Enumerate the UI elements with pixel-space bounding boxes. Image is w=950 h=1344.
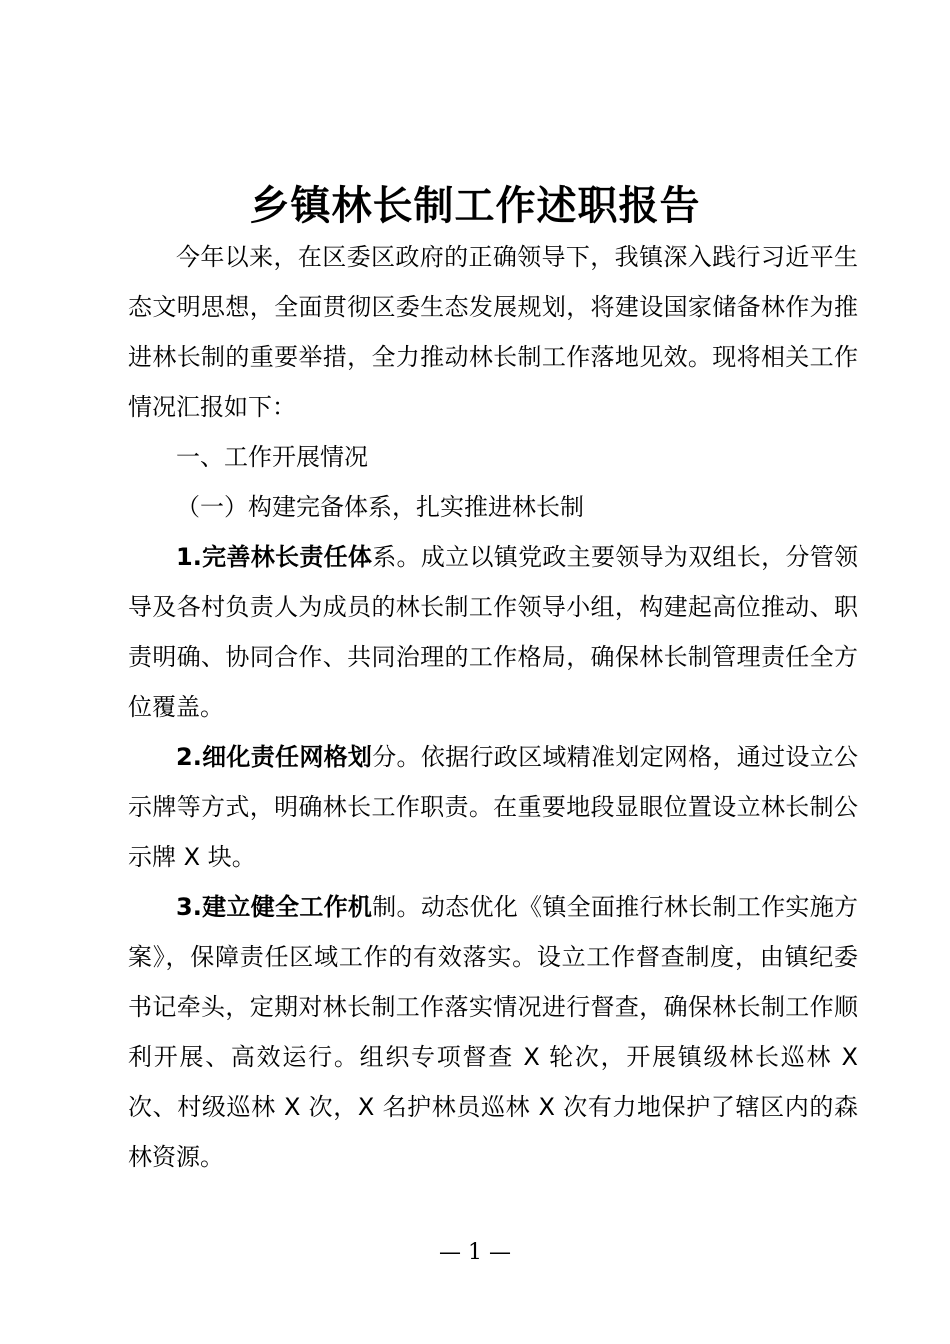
page-number: — 1 — [439, 1240, 511, 1265]
subsection-heading: （一）构建完备体系，扎实推进林长制 [176, 493, 584, 521]
item-lead: 1.完善林长责任体 [176, 543, 373, 571]
document-body [128, 232, 858, 1182]
item-lead: 3.建立健全工作机 [176, 893, 373, 921]
list-item [128, 532, 858, 732]
item-text: 制。动态优化《镇全面推行林长制工作实施方案》，保障责任区域工作的有效落实。设立工作督查制度，由镇纪委书记牵头，定期对林长制工作落实情况进行督查，确保林长制工作顺利开展、高效运行。组织专项督查 X 轮次，开展镇级林长巡林 X 次、村级巡林 X 次，X 名护林员巡林 X 次有力地保护了辖区内的森林资源。 [128, 893, 858, 1171]
intro-paragraph: 今年以来，在区委区政府的正确领导下，我镇深入践行习近平生态文明思想，全面贯彻区委生态发展规划，将建设国家储备林作为推进林长制的重要举措，全力推动林长制工作落地见效。现将相关工作情况汇报如下： [128, 243, 858, 421]
item-text: 分。依据行政区域精准划定网格，通过设立公示牌等方式，明确林长工作职责。在重要地段显眼位置设立林长制公示牌 X 块。 [128, 743, 858, 871]
list-item [128, 732, 858, 882]
list-item [128, 882, 858, 1182]
item-lead: 2.细化责任网格划 [176, 743, 373, 771]
section-heading: 一、工作开展情况 [176, 443, 368, 471]
item-text: 系。成立以镇党政主要领导为双组长，分管领导及各村负责人为成员的林长制工作领导小组，构建起高位推动、职责明确、协同合作、共同治理的工作格局，确保林长制管理责任全方位覆盖。 [128, 543, 858, 721]
document-title: 乡镇林长制工作述职报告 [249, 183, 701, 229]
